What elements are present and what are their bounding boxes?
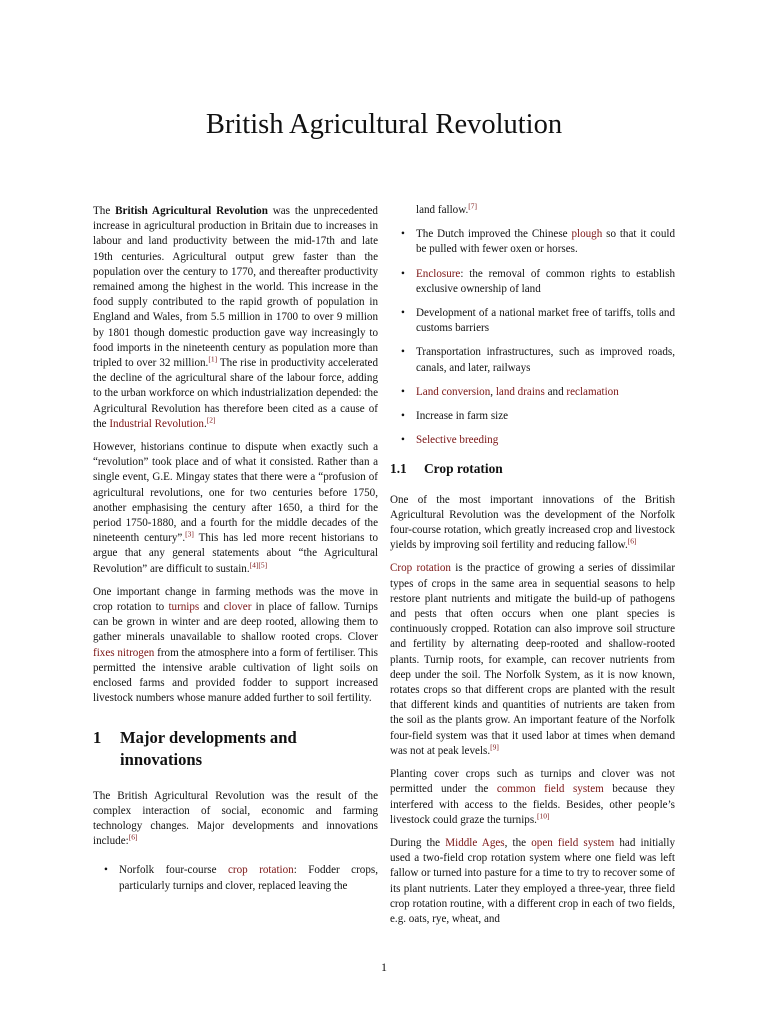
citation-2[interactable]: [2] [206, 415, 216, 425]
developments-list-continued [390, 227, 675, 448]
citation-7[interactable]: [7] [468, 201, 478, 211]
crop-rotation-paragraph-4: During the Middle Ages, the open field system had initially used a two-field crop rotation system where one field was left fallow or turned into pasture for a time to try to recover some of its plant nutrients. Later they employed a three-year, three field crop rotation routine, with a different crop in each of two fields, e.g. oats, rye, wheat, and [390, 836, 675, 925]
intro-paragraph-3: One important change in farming methods was the move in crop rotation to turnips and clover in place of fallow. Turnips can be grown in winter and are deep rooted, allowing them to gather minerals unavailable to shallow rooted crops. Clover fixes nitrogen from the atmosphere into a form of fertiliser. This permitted the intensive arable cultivation of light soils on enclosed farms and provided fodder to support increased livestock numbers whose manure added further to soil fertility. [93, 585, 378, 705]
middle-ages-link[interactable]: Middle Ages [445, 836, 505, 849]
intro-paragraph-1: The British Agricultural Revolution was the unprecedented increase in agricultural production in Britain due to increases in labour and land productivity between the mid-17th and late 19th centuries. Agricultural output grew faster than the population over the century to 1770, and thereafter productivity remained among the highest in the world. This increase in the food supply contributed to the rapid growth of population in England and Wales, from 5.5 million in 1700 to over 9 million by 1801 though domestic production gave way increasingly to food imports in the nineteenth century as population more than tripled to over 32 million.[1] The rise in productivity accelerated the decline of the agricultural share of the labour force, adding to the urban workforce on which industrialization depended: the Agricultural Revolution has therefore been cited as a cause of the Industrial Revolution.[2] [93, 205, 379, 430]
plough-link[interactable]: plough [571, 228, 603, 241]
developments-list [93, 863, 378, 893]
citation-6[interactable]: [6] [128, 832, 138, 842]
list-item: • Development of a national market free of tariffs, tolls and customs barriers [390, 306, 675, 336]
enclosure-link[interactable]: Enclosure [416, 267, 461, 280]
crop-rotation-paragraph-1: One of the most important innovations of the British Agricultural Revolution was the development of the Norfolk four-course rotation, which greatly increased crop and livestock yields by improving soil fertility and reducing fallow.[6] [390, 493, 675, 552]
list-item: • Land conversion, land drains and reclamation [390, 385, 675, 400]
list-item: • Transportation infrastructures, such as improved roads, canals, and later, railways [390, 345, 675, 375]
page-number: 1 [381, 960, 387, 974]
open-field-system-link[interactable]: open field system [531, 836, 615, 849]
crop-rotation-paragraph-3: Planting cover crops such as turnips and clover was not permitted under the common field system because they interfered with access to the fields. Besides, other people’s livestock could graze the turnips.[10] [390, 768, 675, 826]
industrial-revolution-link[interactable]: Industrial Revolution [109, 417, 204, 430]
crop-rotation-link-2[interactable]: Crop rotation [390, 562, 451, 575]
citation-1[interactable]: [1] [208, 354, 218, 364]
subsection-1-1-heading: 1.1 Crop rotation [390, 461, 503, 477]
section-1-intro: The British Agricultural Revolution was the result of the complex interaction of social, economic and farming technology changes. Major developments and innovations include:[6] [93, 789, 378, 848]
list-item-continuation: land fallow.[7] [416, 201, 478, 216]
citation-10[interactable]: [10] [536, 811, 550, 821]
intro-paragraph-2: However, historians continue to dispute when exactly such a “revolution” took place and of what it consisted. Rather than a single event, G.E. Mingay states that there were a “profusion of agricultural revolutions, one for two centuries before 1750, another emphasising the century after 1650, a third for the period 1750-1880, and a fourth for the middle decades of the nineteenth century”.[3] This has led more recent historians to argue that any general statements about “the Agricultural Revolution” are difficult to sustain.[4][5] [93, 441, 378, 575]
selective-breeding-link[interactable]: Selective breeding [416, 434, 499, 447]
left-column [93, 204, 378, 894]
list-item: • Norfolk four-course crop rotation: Fodder crops, particularly turnips and clover, replaced leaving the [93, 863, 378, 893]
turnips-link[interactable]: turnips [168, 601, 200, 614]
page-title: British Agricultural Revolution [205, 109, 563, 140]
list-item: • Increase in farm size [390, 409, 675, 424]
fixes-nitrogen-link[interactable]: fixes nitrogen [93, 646, 155, 659]
clover-link[interactable]: clover [223, 601, 252, 614]
list-item: • Enclosure: the removal of common rights to establish exclusive ownership of land [390, 267, 675, 297]
article-subject-term: British Agricultural Revolution [115, 205, 268, 217]
land-drains-link[interactable]: land drains [495, 385, 545, 398]
citation-9[interactable]: [9] [490, 742, 499, 752]
crop-rotation-link[interactable]: crop rotation [228, 864, 294, 877]
citation-3[interactable]: [3] [185, 529, 194, 539]
citation-4-5[interactable]: [4][5] [249, 559, 268, 569]
land-conversion-link[interactable]: Land conversion [416, 385, 491, 398]
right-column [390, 203, 675, 935]
list-item: • The Dutch improved the Chinese plough so that it could be pulled with fewer oxen or horses. [390, 227, 675, 257]
section-1-heading: 1 Major developments and innovations [93, 727, 297, 769]
citation-6b[interactable]: [6] [627, 536, 637, 546]
common-field-system-link[interactable]: common field system [496, 783, 604, 796]
list-item [390, 433, 675, 448]
crop-rotation-paragraph-2: Crop rotation is the practice of growing a series of dissimilar types of crops in the same area in sequential seasons to help restore plant nutrients and mitigate the build-up of pathogens and pests that often occurs when one plant species is continuously cropped. Rotation can also improve soil structure and fertility by alternating deep-rooted and shallow-rooted plants. Turnip roots, for example, can recover nutrients from deep under the soil. The Norfolk System, as it is now known, rotates crops so that different crops are planted with the result that different kinds and quantities of nutrients are taken from the soil as the plants grow. An important feature of the Norfolk four-field system was that it used labor at times when demand was not at peak levels.[9] [390, 562, 676, 757]
reclamation-link[interactable]: reclamation [566, 385, 619, 398]
